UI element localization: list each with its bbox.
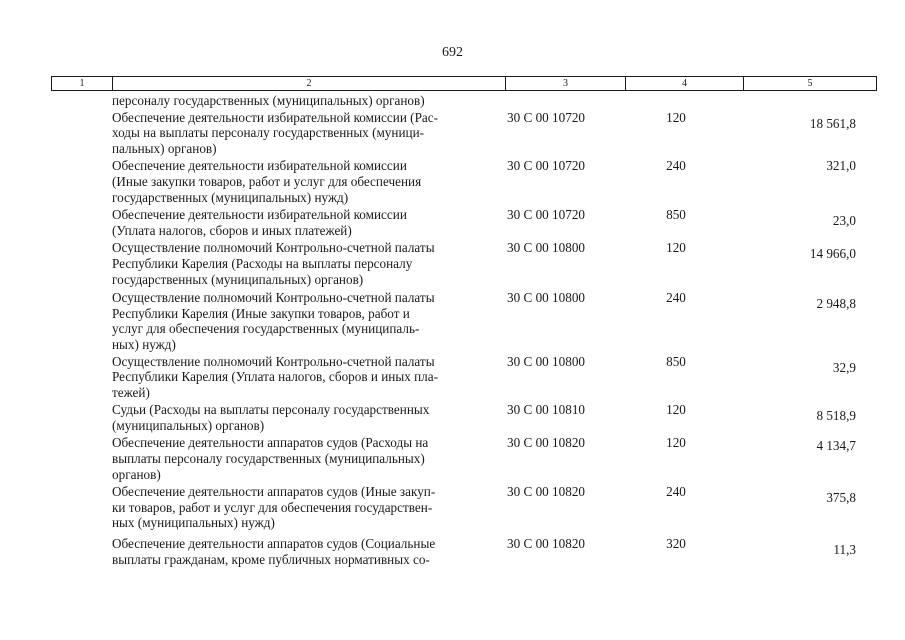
row-amount: 14 966,0 [809, 246, 856, 262]
description-line: (Уплата налогов, сборов и иных платежей) [112, 222, 352, 238]
table-row [51, 110, 877, 157]
description-line: ных) нужд) [112, 336, 176, 352]
row-target-code: 30 С 00 10720 [507, 158, 586, 174]
continuation-row [51, 93, 877, 109]
column-header-row [51, 76, 877, 91]
description-line: ки товаров, работ и услуг для обеспечения государствен- [112, 499, 433, 515]
row-expense-type: 120 [666, 240, 686, 256]
row-expense-type: 120 [666, 435, 686, 451]
description-line: Республики Карелия (Расходы на выплаты персоналу [112, 255, 413, 271]
row-expense-type: 850 [666, 353, 686, 369]
continuation-text: персоналу государственных (муниципальных) органов) [112, 93, 425, 108]
description-line: государственных (муниципальных) нужд) [112, 189, 349, 205]
row-target-code: 30 С 00 10800 [507, 353, 586, 369]
description-line: выплаты гражданам, кроме публичных нормативных со- [112, 551, 430, 567]
row-target-code: 30 С 00 10820 [507, 484, 586, 500]
description-line: (Иные закупки товаров, работ и услуг для обеспечения [112, 173, 422, 189]
description-line: Обеспечение деятельности избирательной комиссии [112, 158, 407, 174]
row-amount: 375,8 [826, 490, 856, 506]
row-amount: 4 134,7 [816, 438, 856, 454]
description-line: ходы на выплаты персоналу государственных (муници- [112, 125, 425, 141]
row-amount: 321,0 [826, 158, 856, 174]
table-row [51, 484, 877, 531]
row-amount: 11,3 [833, 542, 856, 558]
table-row [51, 207, 877, 238]
description-line: Обеспечение деятельности аппаратов судов (Иные закуп- [112, 484, 436, 500]
row-target-code: 30 С 00 10720 [507, 207, 586, 223]
column-header-3: 3 [505, 77, 625, 90]
table-row [51, 536, 877, 567]
row-target-code: 30 С 00 10800 [507, 290, 586, 306]
row-target-code: 30 С 00 10820 [507, 536, 586, 552]
description-line: Осуществление полномочий Контрольно-счетной палаты [112, 240, 435, 256]
description-line: Обеспечение деятельности избирательной комиссии [112, 207, 407, 223]
table-row [51, 240, 877, 287]
table-body [51, 93, 877, 569]
row-target-code: 30 С 00 10810 [507, 402, 586, 418]
description-line: тежей) [112, 384, 150, 400]
row-description [112, 110, 490, 157]
row-expense-type: 240 [666, 158, 686, 174]
column-header-4: 4 [625, 77, 743, 90]
description-line: Республики Карелия (Иные закупки товаров, работ и [112, 305, 410, 321]
row-target-code: 30 С 00 10820 [507, 435, 586, 451]
description-line: Осуществление полномочий Контрольно-счетной палаты [112, 290, 435, 306]
table-row [51, 158, 877, 205]
description-line: (муниципальных) органов) [112, 417, 265, 433]
row-description [112, 536, 490, 567]
row-description [112, 354, 490, 401]
description-line: Обеспечение деятельности аппаратов судов (Расходы на [112, 435, 429, 451]
description-line: пальных) органов) [112, 140, 217, 156]
row-expense-type: 240 [666, 484, 686, 500]
column-header-5: 5 [743, 77, 876, 90]
row-description [112, 484, 490, 531]
description-line: государственных (муниципальных) органов) [112, 271, 364, 287]
table-row [51, 402, 877, 433]
row-target-code: 30 С 00 10800 [507, 240, 586, 256]
description-line: ных (муниципальных) нужд) [112, 515, 275, 531]
description-line: услуг для обеспечения государственных (муниципаль- [112, 321, 420, 337]
row-amount: 2 948,8 [816, 296, 856, 312]
table-row [51, 354, 877, 401]
row-description [112, 240, 490, 287]
description-line: Обеспечение деятельности избирательной комиссии (Рас- [112, 109, 438, 125]
column-header-1: 1 [79, 78, 85, 89]
row-expense-type: 120 [666, 402, 686, 418]
table-row [51, 435, 877, 482]
row-amount: 23,0 [832, 213, 856, 229]
row-description [112, 402, 490, 433]
row-description [112, 290, 490, 352]
row-amount: 32,9 [832, 359, 856, 375]
row-expense-type: 850 [666, 207, 686, 223]
row-expense-type: 320 [666, 536, 686, 552]
row-description [112, 158, 490, 205]
description-line: Судьи (Расходы на выплаты персоналу государственных [112, 402, 430, 418]
page-number: 692 [442, 45, 463, 60]
row-amount: 8 518,9 [816, 408, 856, 424]
row-target-code: 30 С 00 10720 [507, 109, 586, 125]
row-description [112, 435, 490, 482]
row-description [112, 207, 490, 238]
description-line: Обеспечение деятельности аппаратов судов (Социальные [112, 536, 436, 552]
table-row [51, 290, 877, 352]
description-line: Республики Карелия (Уплата налогов, сборов и иных пла- [112, 369, 438, 385]
row-amount: 18 561,8 [809, 115, 856, 131]
description-line: органов) [112, 466, 161, 482]
description-line: выплаты персоналу государственных (муниципальных) [112, 451, 425, 467]
description-line: Осуществление полномочий Контрольно-счетной палаты [112, 353, 435, 369]
row-expense-type: 240 [666, 290, 686, 306]
row-expense-type: 120 [666, 109, 686, 125]
column-header-2: 2 [112, 77, 505, 90]
